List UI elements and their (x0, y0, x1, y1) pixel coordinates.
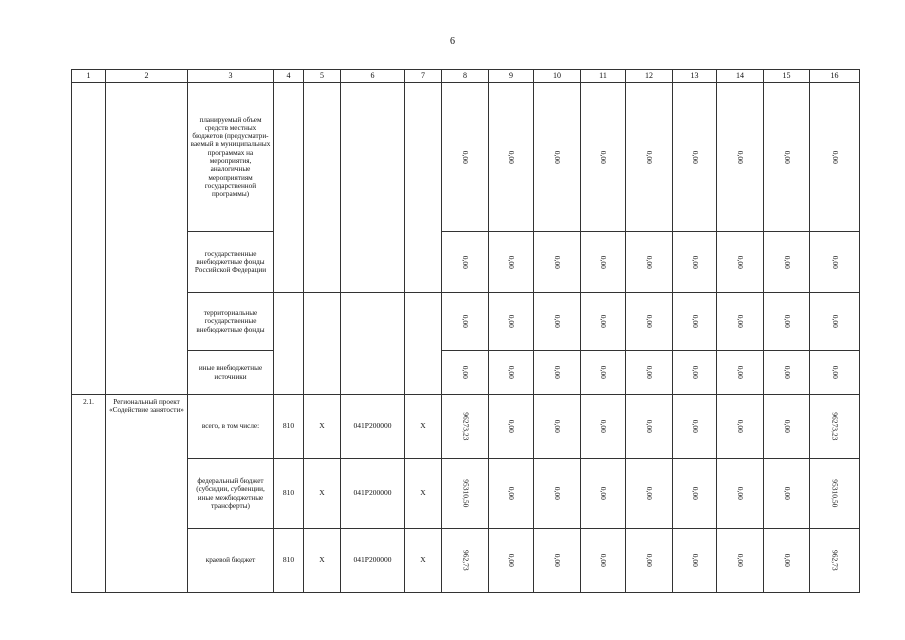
value-cell: 0,00 (764, 232, 810, 293)
value-cell: 0,00 (764, 459, 810, 529)
empty-cell (106, 83, 188, 395)
table-row (72, 529, 860, 593)
header-cell: 2 (106, 70, 188, 83)
value-cell: 0,00 (534, 351, 581, 395)
value-cell: 0,00 (626, 232, 673, 293)
header-cell: 14 (717, 70, 764, 83)
value-cell: 0,00 (534, 83, 581, 232)
empty-cell (274, 83, 304, 293)
header-cell: 1 (72, 70, 106, 83)
source-cell: федеральный бюджет (субсидии, субвенции, иные межбюджетные трансферты) (188, 459, 274, 529)
value-cell: 0,00 (489, 459, 534, 529)
table-row (72, 83, 860, 232)
item-number: 2.1. (72, 395, 106, 593)
value-cell: 0,00 (581, 293, 626, 351)
value-cell: 0,00 (489, 232, 534, 293)
value-cell: 0,00 (764, 83, 810, 232)
value-cell: 0,00 (534, 232, 581, 293)
value-cell: 0,00 (717, 529, 764, 593)
table-row (72, 293, 860, 351)
value-cell: 0,00 (626, 529, 673, 593)
code-cell: Х (405, 529, 442, 593)
empty-cell (405, 293, 442, 395)
value-cell: 0,00 (764, 293, 810, 351)
table-row (72, 351, 860, 395)
value-cell: 0,00 (717, 83, 764, 232)
value-cell: 962,73 (810, 529, 860, 593)
value-cell: 95310,50 (442, 459, 489, 529)
header-cell: 15 (764, 70, 810, 83)
code-cell: 041Р200000 (341, 459, 405, 529)
value-cell: 0,00 (810, 232, 860, 293)
value-cell: 0,00 (717, 293, 764, 351)
value-cell: 0,00 (626, 395, 673, 459)
value-cell: 0,00 (673, 351, 717, 395)
value-cell: 0,00 (489, 529, 534, 593)
empty-cell (72, 83, 106, 395)
value-cell: 0,00 (489, 351, 534, 395)
value-cell: 0,00 (673, 459, 717, 529)
value-cell: 0,00 (581, 83, 626, 232)
table-header-row (72, 70, 860, 83)
source-cell: государственные внебюджетные фонды Российской Федерации (188, 232, 274, 293)
value-cell: 0,00 (442, 293, 489, 351)
empty-cell (304, 83, 341, 293)
empty-cell (341, 83, 405, 293)
code-cell: 810 (274, 395, 304, 459)
value-cell: 0,00 (489, 83, 534, 232)
header-cell: 8 (442, 70, 489, 83)
item-name: Региональный проект «Содействие занятости» (106, 395, 188, 593)
header-cell: 3 (188, 70, 274, 83)
value-cell: 0,00 (489, 395, 534, 459)
empty-cell (405, 83, 442, 293)
value-cell: 0,00 (717, 395, 764, 459)
value-cell: 0,00 (673, 529, 717, 593)
header-cell: 11 (581, 70, 626, 83)
value-cell: 95310,50 (810, 459, 860, 529)
code-cell: 810 (274, 459, 304, 529)
value-cell: 0,00 (810, 83, 860, 232)
value-cell: 0,00 (534, 459, 581, 529)
header-cell: 16 (810, 70, 860, 83)
source-cell: всего, в том числе: (188, 395, 274, 459)
value-cell: 0,00 (626, 83, 673, 232)
value-cell: 0,00 (581, 395, 626, 459)
header-cell: 9 (489, 70, 534, 83)
value-cell: 0,00 (673, 232, 717, 293)
empty-cell (274, 293, 304, 395)
code-cell: Х (405, 459, 442, 529)
value-cell: 0,00 (810, 351, 860, 395)
source-cell: планируемый объем средств местных бюджетов (предусматри-ваемый в муниципальных программах на мероприятия, аналогичные мероприятиям государственной программы) (188, 83, 274, 232)
value-cell: 0,00 (717, 459, 764, 529)
value-cell: 962,73 (442, 529, 489, 593)
code-cell: 041Р200000 (341, 395, 405, 459)
value-cell: 0,00 (534, 395, 581, 459)
code-cell: Х (304, 529, 341, 593)
value-cell: 0,00 (764, 351, 810, 395)
budget-table (71, 69, 860, 593)
table-row (72, 459, 860, 529)
value-cell: 0,00 (534, 529, 581, 593)
source-cell: краевой бюджет (188, 529, 274, 593)
value-cell: 0,00 (626, 459, 673, 529)
code-cell: Х (304, 395, 341, 459)
value-cell: 0,00 (442, 351, 489, 395)
page-number: 6 (450, 36, 455, 47)
code-cell: 810 (274, 529, 304, 593)
value-cell: 0,00 (534, 293, 581, 351)
value-cell: 0,00 (581, 351, 626, 395)
value-cell: 0,00 (489, 293, 534, 351)
header-cell: 5 (304, 70, 341, 83)
empty-cell (304, 293, 341, 395)
table-row (72, 232, 860, 293)
value-cell: 0,00 (673, 83, 717, 232)
value-cell: 0,00 (717, 232, 764, 293)
header-cell: 10 (534, 70, 581, 83)
value-cell: 0,00 (442, 232, 489, 293)
header-cell: 6 (341, 70, 405, 83)
value-cell: 0,00 (810, 293, 860, 351)
value-cell: 0,00 (581, 232, 626, 293)
header-cell: 12 (626, 70, 673, 83)
value-cell: 0,00 (764, 529, 810, 593)
value-cell: 0,00 (581, 529, 626, 593)
header-cell: 4 (274, 70, 304, 83)
value-cell: 0,00 (581, 459, 626, 529)
value-cell: 0,00 (717, 351, 764, 395)
header-cell: 13 (673, 70, 717, 83)
empty-cell (341, 293, 405, 395)
source-cell: территориальные государственные внебюджетные фонды (188, 293, 274, 351)
code-cell: 041Р200000 (341, 529, 405, 593)
header-cell: 7 (405, 70, 442, 83)
value-cell: 0,00 (673, 293, 717, 351)
code-cell: Х (304, 459, 341, 529)
value-cell: 0,00 (626, 351, 673, 395)
code-cell: Х (405, 395, 442, 459)
value-cell: 96273,23 (442, 395, 489, 459)
source-cell: иные внебюджетные источники (188, 351, 274, 395)
value-cell: 0,00 (442, 83, 489, 232)
value-cell: 0,00 (626, 293, 673, 351)
table-row (72, 395, 860, 459)
value-cell: 0,00 (764, 395, 810, 459)
value-cell: 96273,23 (810, 395, 860, 459)
value-cell: 0,00 (673, 395, 717, 459)
